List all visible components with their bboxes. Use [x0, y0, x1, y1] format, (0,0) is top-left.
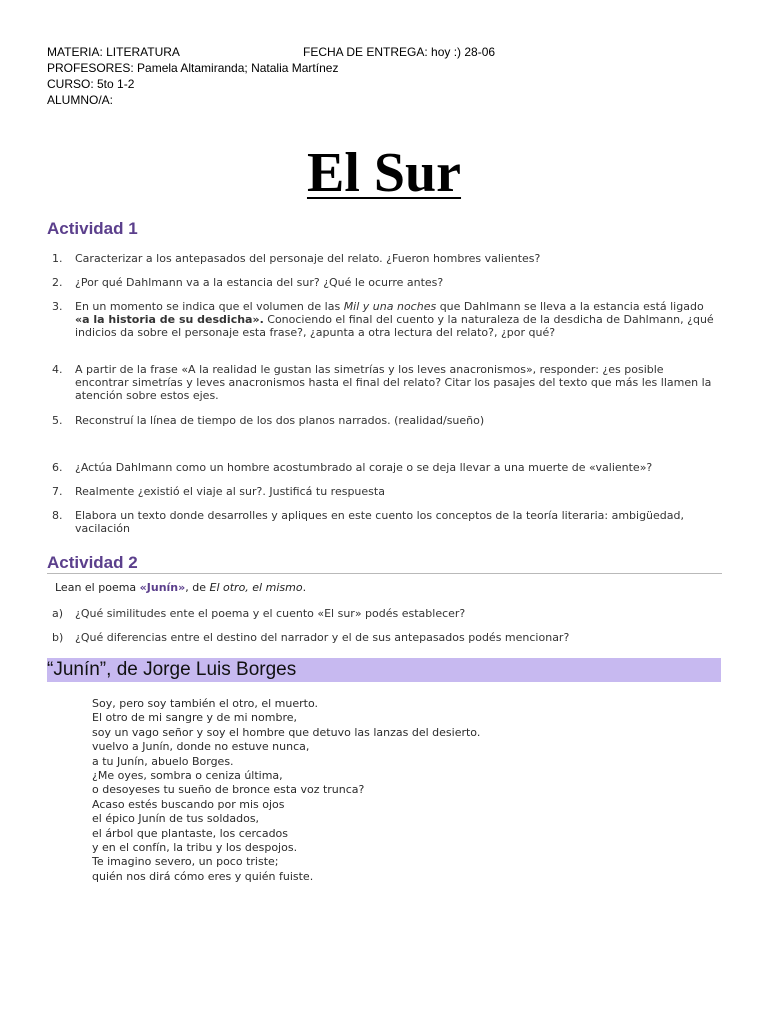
item-text: A partir de la frase «A la realidad le gustan las simetrías y los leves anacronismos», responder: ¿es posible encontrar simetrías y leves anacronismos hasta el final del relato? Citar los pasajes del texto que más les llamen la atención sobre estos ejes.: [75, 363, 712, 402]
poem-line: el épico Junín de tus soldados,: [92, 812, 260, 826]
poem-line: soy un vago señor y soy el hombre que detuvo las lanzas del desierto.: [92, 725, 481, 739]
header-row-1: [47, 44, 496, 60]
item-text: ¿Qué similitudes ente el poema y el cuento «El sur» podés establecer?: [75, 607, 466, 620]
item-text: Elabora un texto donde desarrolles y apliques en este cuento los conceptos de la teoría literaria: ambigüedad, vacilación: [75, 509, 684, 535]
item-text: ¿Actúa Dahlmann como un hombre acostumbrado al coraje o se deja llevar a una muerte de «valiente»?: [75, 461, 653, 474]
teachers-label: PROFESORES: Pamela Altamiranda; Natalia Martínez: [47, 61, 339, 75]
poem-heading: “Junín”, de Jorge Luis Borges: [47, 659, 297, 680]
book-title: El otro, el mismo: [209, 581, 303, 594]
item-text: ¿Qué diferencias entre el destino del narrador y el de sus antepasados podés mencionar?: [75, 631, 570, 644]
poem-line: el árbol que plantaste, los cercados: [92, 826, 289, 840]
intro-text: Lean el poema: [55, 581, 140, 594]
poem-line: a tu Junín, abuelo Borges.: [92, 754, 234, 768]
quoted-phrase: «a la historia de su desdicha».: [75, 313, 264, 326]
item-text-part: En un momento se indica que el volumen de las: [75, 300, 344, 313]
item-letter: a): [52, 607, 64, 620]
page-title: [0, 140, 768, 206]
item-number: 4.: [52, 363, 63, 376]
poem-line: El otro de mi sangre y de mi nombre,: [92, 711, 298, 725]
page-title-text: El Sur: [306, 142, 462, 204]
item-number: 1.: [52, 252, 63, 265]
heading-divider: [47, 573, 722, 574]
poem-line: Soy, pero soy también el otro, el muerto.: [92, 697, 318, 710]
item-number: 2.: [52, 276, 63, 289]
student-label: ALUMNO/A:: [47, 93, 114, 107]
item-number: 3.: [52, 300, 63, 313]
item-number: 6.: [52, 461, 63, 474]
document-header: [47, 44, 496, 108]
poem-text: [92, 697, 480, 884]
item-letter: b): [52, 631, 64, 644]
item-text-part: Conociendo el final del cuento y la naturaleza de la desdicha de Dahlmann, ¿qué indicios da sobre el personaje esta frase?, ¿apunta a otra lectura del relato?, ¿por qué?: [75, 313, 714, 339]
poem-line: vuelvo a Junín, donde no estuve nunca,: [92, 740, 310, 754]
activity-2-intro: [55, 581, 306, 594]
subject-label: MATERIA: LITERATURA: [47, 45, 180, 59]
activity-1-heading: Actividad 1: [47, 219, 138, 238]
due-date-label: FECHA DE ENTREGA: hoy :) 28-06: [303, 45, 496, 59]
item-number: 5.: [52, 414, 63, 427]
item-text: Reconstruí la línea de tiempo de los dos planos narrados. (realidad/sueño): [75, 414, 485, 427]
item-number: 7.: [52, 485, 63, 498]
activity-2-heading: Actividad 2: [47, 553, 138, 572]
intro-text: .: [302, 581, 307, 594]
item-text-part: que Dahlmann se lleva a la estancia está ligado: [436, 300, 704, 313]
poem-line: Acaso estés buscando por mis ojos: [92, 797, 285, 811]
item-text: [75, 300, 717, 339]
poem-line: quién nos dirá cómo eres y quién fuiste.: [92, 869, 314, 883]
item-text: Caracterizar a los antepasados del personaje del relato. ¿Fueron hombres valientes?: [75, 252, 541, 265]
intro-text: , de: [185, 581, 210, 594]
poem-line: ¿Me oyes, sombra o ceniza última,: [92, 768, 283, 782]
poem-line: o desoyeses tu sueño de bronce esta voz trunca?: [92, 783, 365, 797]
book-title: Mil y una noches: [343, 300, 437, 313]
item-number: 8.: [52, 509, 63, 522]
course-label: CURSO: 5to 1-2: [47, 77, 135, 91]
item-text: ¿Por qué Dahlmann va a la estancia del sur? ¿Qué le ocurre antes?: [75, 276, 444, 289]
poem-reference: «Junín»: [139, 581, 186, 594]
item-text: Realmente ¿existió el viaje al sur?. Justificá tu respuesta: [75, 485, 385, 498]
poem-line: y en el confín, la tribu y los despojos.: [92, 840, 298, 854]
poem-line: Te imagino severo, un poco triste;: [92, 855, 279, 869]
